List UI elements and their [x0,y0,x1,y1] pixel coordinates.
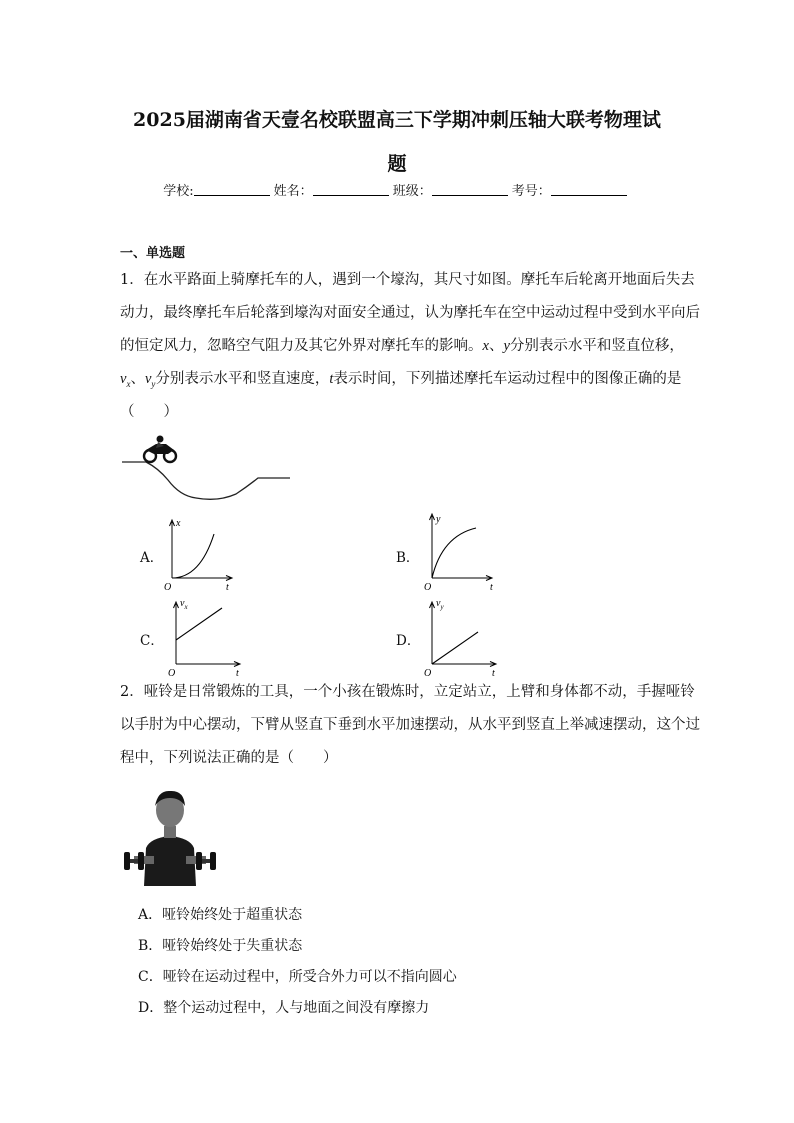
var-vx: v [120,371,127,387]
q1-line-3 [120,330,684,363]
var-t: t [329,371,334,387]
page-title [110,98,684,186]
graph-b[interactable] [420,510,500,592]
class-label: 班级： [392,184,432,199]
school-label: 学校: [163,184,194,199]
title-line-2: 题 [387,153,407,175]
q2-line-3: 程中，下列说法正确的是（ ） [120,750,338,766]
q2-choice-a[interactable]: A．哑铃始终处于超重状态 [138,907,303,923]
q1-line-4-rest: 表示时间，下列描述摩托车运动过程中的图像正确的是 [333,371,682,387]
q2-line-2: 以手肘为中心摆动，下臂从竖直下垂到水平加速摆动，从水平到竖直上举减速摆动，这个过 [120,717,700,733]
motorcycle-ditch-figure [118,432,296,508]
section-heading: 一、单选题 [120,246,186,261]
school-blank[interactable] [194,183,270,196]
boy-neck [164,826,176,838]
graph-b-curve [432,528,476,578]
graph-c-line [176,608,222,640]
number-blank[interactable] [551,183,627,196]
graph-d-x-label: t [492,668,495,676]
graph-d-origin: O [424,668,432,676]
ditch-outline [122,462,290,499]
name-blank[interactable] [313,183,389,196]
graph-a[interactable] [160,516,240,592]
q2-choice-c[interactable]: C．哑铃在运动过程中，所受合外力可以不指向圆心 [138,969,457,985]
separator: 、 [130,371,145,387]
graph-d-y-label: $v_y$ [436,598,444,611]
graph-d-line [432,632,478,664]
option-a-label[interactable]: A． [140,550,164,566]
q1-line-1: 1．在水平路面上骑摩托车的人，遇到一个壕沟，其尺寸如图。摩托车后轮离开地面后失去 [120,272,695,288]
q1-line-3-rest: 分别表示水平和竖直位移， [509,338,684,354]
graph-b-x-label: t [490,582,493,592]
graph-c-origin: O [168,668,176,676]
graph-c-y-label: $v_x$ [180,598,188,611]
var-vy: v [144,371,152,387]
graph-b-origin: O [424,582,432,592]
number-label: 考号： [511,184,551,199]
title-line-1: 2025届湖南省天壹名校联盟高三下学期冲刺压轴大联考物理试 [133,109,661,131]
graph-a-x-label: t [226,582,229,592]
graph-d[interactable] [420,594,510,676]
student-info [0,180,794,199]
question-2-text [120,676,700,775]
boy-dumbbell-photo [122,786,218,886]
q1-line-4 [120,363,682,396]
name-label: 姓名： [273,184,313,199]
graph-a-curve [172,534,214,578]
q2-choice-b[interactable]: B．哑铃始终处于失重状态 [138,938,303,954]
var-vx-sub: x [126,378,131,389]
option-c-label[interactable]: C． [140,633,164,649]
q1-line-4-text: 分别表示水平和竖直速度， [155,371,330,387]
separator: 、 [488,338,504,354]
q2-line-1: 2．哑铃是日常锻炼的工具，一个小孩在锻炼时，立定站立，上臂和身体都不动，手握哑铃 [120,684,695,700]
option-d-label[interactable]: D． [396,633,421,649]
graph-a-origin: O [164,582,172,592]
q1-line-5: （ ） [120,404,178,420]
graph-c-x-label: t [236,668,239,676]
q1-line-3-text: 的恒定风力，忽略空气阻力及其它外界对摩托车的影响。 [120,338,483,354]
q1-line-2: 动力，最终摩托车后轮落到壕沟对面安全通过，认为摩托车在空中运动过程中受到水平向后 [120,305,700,321]
graph-a-y-label: x [176,518,181,529]
q2-choice-d[interactable]: D．整个运动过程中，人与地面之间没有摩擦力 [138,1000,430,1016]
option-b-label[interactable]: B． [396,550,420,566]
class-blank[interactable] [432,183,508,196]
var-vy-sub: y [151,378,156,389]
graph-b-y-label: y [436,514,441,525]
graph-c[interactable] [160,594,250,676]
motorcycle-icon [144,436,176,463]
var-y: y [503,338,510,354]
question-1-text [120,264,700,429]
var-x: x [482,338,489,354]
